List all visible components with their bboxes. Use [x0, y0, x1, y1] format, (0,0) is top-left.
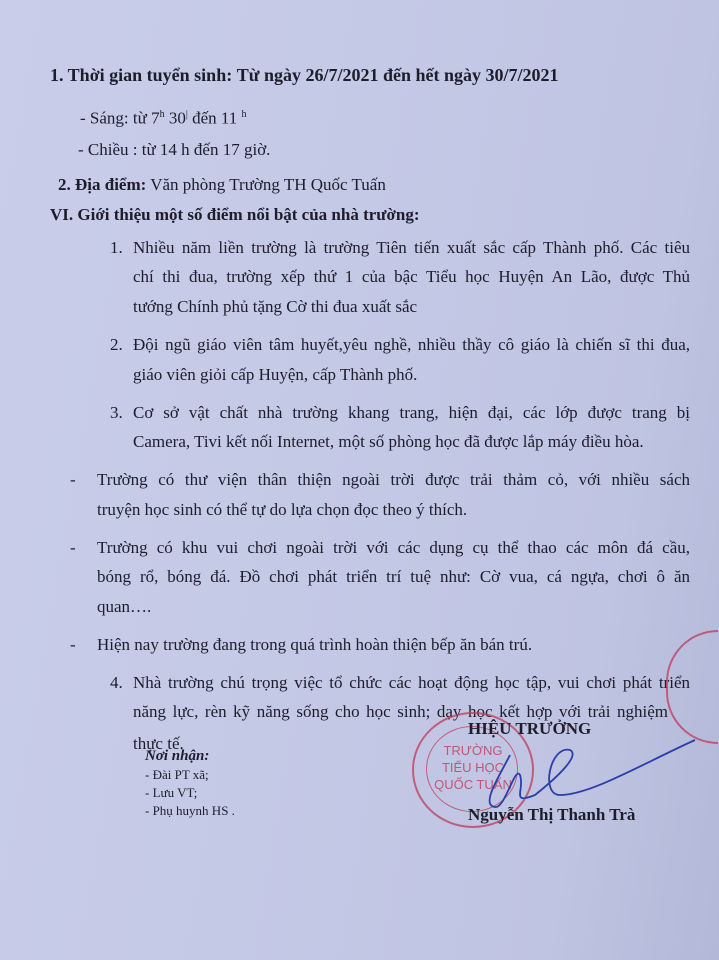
- bullet-line: bóng rổ, bóng đá. Đồ chơi phát triển trí tuệ như: Cờ vua, cá ngựa, chơi ô ăn: [97, 567, 690, 586]
- item-number: 1.: [110, 238, 123, 257]
- morning-to: đến 11: [187, 108, 242, 128]
- item-line: Đội ngũ giáo viên tâm huyết,yêu nghề, nhiều thầy cô giáo là chiến sĩ thi đua,: [133, 335, 690, 354]
- hour-mark: h: [159, 109, 165, 120]
- recipient-item: - Lưu VT;: [145, 785, 198, 800]
- partial-stamp: [666, 630, 718, 744]
- hour-mark: h: [241, 109, 247, 120]
- stamp-line: TRƯỜNG: [443, 743, 503, 758]
- location: [58, 174, 386, 196]
- item-number: 4.: [110, 673, 123, 692]
- bullet-line: truyện học sinh có thể tự do lựa chọn đọc theo ý thích.: [97, 500, 468, 519]
- item-line: thực tế.: [133, 734, 184, 753]
- signature-role: HIỆU TRƯỞNG: [468, 719, 592, 738]
- bullet-line: Trường có thư viện thân thiện ngoài trời được trải thảm cỏ, với nhiều sách: [97, 470, 690, 489]
- morning-hours: [80, 104, 247, 130]
- minute-mark: |: [185, 109, 188, 120]
- bullet-line: Hiện nay trường đang trong quá trình hoàn thiện bếp ăn bán trú.: [97, 635, 533, 654]
- minutes: 30: [164, 108, 186, 128]
- bullet-dash: -: [70, 470, 76, 489]
- location-value: Văn phòng Trường TH Quốc Tuấn: [146, 175, 386, 194]
- morning-prefix: - Sáng: từ 7: [80, 108, 160, 128]
- item-line: Camera, Tivi kết nối Internet, một số phòng học đã được lắp máy điều hòa.: [133, 432, 644, 451]
- bullet-line: quan….: [97, 597, 152, 616]
- recipient-item: - Đài PT xã;: [145, 767, 209, 782]
- enrollment-time: [50, 64, 559, 86]
- stamp-line: QUỐC TUẤN: [434, 777, 512, 792]
- signer-name: Nguyễn Thị Thanh Trà: [468, 805, 636, 824]
- item-line: Nhà trường chú trọng việc tổ chức các hoạt động học tập, vui chơi phát triển: [133, 673, 690, 692]
- item-number: 3.: [110, 403, 123, 422]
- stamp-line: TIỂU HỌC: [441, 760, 505, 775]
- item-line: tướng Chính phủ tặng Cờ thi đua xuất sắc: [133, 297, 418, 316]
- item-line: Nhiều năm liền trường là trường Tiên tiến xuất sắc cấp Thành phố. Các tiêu: [133, 238, 690, 257]
- enrollment-time-value: Từ ngày 26/7/2021 đến hết ngày 30/7/2021: [236, 65, 559, 85]
- location-label: 2. Địa điểm:: [58, 175, 147, 194]
- item-line: giáo viên giỏi cấp Huyện, cấp Thành phố.: [133, 365, 418, 384]
- item-number: 2.: [110, 335, 123, 354]
- signature-scribble: [440, 735, 700, 815]
- bullet-dash: -: [70, 635, 76, 654]
- item-line: Cơ sở vật chất nhà trường khang trang, hiện đại, các lớp được trang bị: [133, 403, 690, 422]
- item-line: năng lực, rèn kỹ năng sống cho học sinh; dạy học kết hợp với trải nghiệm: [133, 702, 668, 721]
- item-line: chí thi đua, trường xếp thứ 1 của bậc Tiểu học Huyện An Lão, được Thủ: [133, 267, 690, 286]
- recipients-title: Nơi nhận:: [145, 748, 210, 764]
- section-vi-title: VI. Giới thiệu một số điểm nổi bật của nhà trường:: [50, 205, 420, 224]
- bullet-dash: -: [70, 538, 76, 557]
- enrollment-time-label: 1. Thời gian tuyển sinh:: [50, 65, 233, 85]
- bullet-line: Trường có khu vui chơi ngoài trời với các dụng cụ thể thao các môn đá cầu,: [97, 538, 690, 557]
- afternoon-hours: - Chiều : từ 14 h đến 17 giờ.: [78, 140, 271, 159]
- recipient-item: - Phụ huynh HS .: [145, 803, 235, 818]
